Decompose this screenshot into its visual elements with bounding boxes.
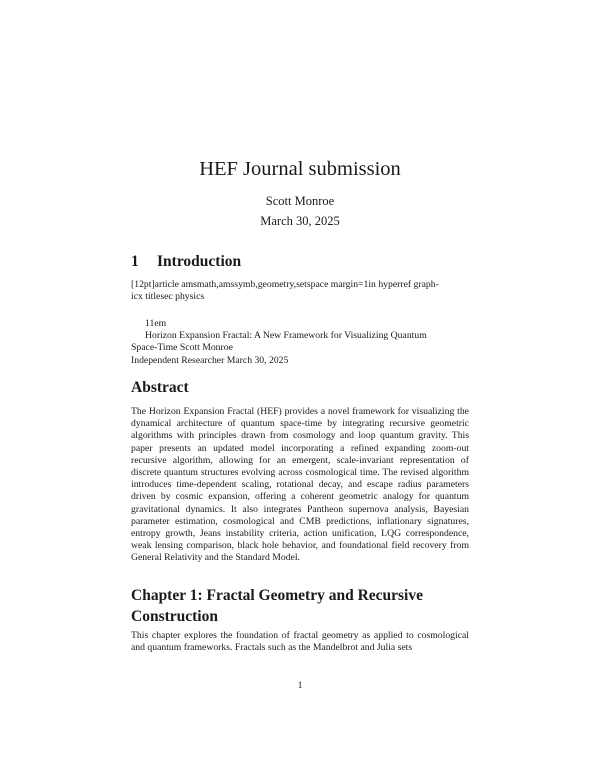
chapter-heading: Chapter 1: Fractal Geometry and Recursive Construction [131, 587, 423, 625]
abstract-body [131, 406, 469, 565]
paper-title-line: Space-Time Scott Monroe [131, 342, 233, 354]
abstract-paragraph: The Horizon Expansion Fractal (HEF) provides a novel framework for visualizing the dynamical architecture of quantum space-time by integrating recursive geometric algorithms with principles drawn from cosmology and loop quantum gravity. This paper presents an updated model incorporating a refined expanding zoom-out recursive algorithm, allowing for an emergent, scale-invariant representation of discrete quantum structures evolving across cosmological time. The revised algorithm introduces time-dependent scaling, rotational decay, and escape radius parameters driven by cosmic expansion, offering a coherent geometric analogy for quantum gravitational dynamics. It also integrates Pantheon supernova analysis, Bayesian parameter estimation, cosmological and CMB predictions, inflationary signatures, entropy growth, Jeans instability criteria, action unification, LQG correspondence, weak lensing comparison, black hole behavior, and foundational field recovery from General Relativity and the Standard Model. [131, 406, 469, 564]
section-1-heading-block [131, 252, 469, 272]
page-number: 1 [297, 680, 303, 691]
chapter-paragraph: This chapter explores the foundation of fractal geometry as applied to cosmological and quantum frameworks. Fractals such as the Mandelbrot and Julia sets [131, 630, 469, 654]
section-number: 1 [131, 253, 139, 270]
section-heading [131, 252, 469, 272]
abstract-heading-block [131, 378, 469, 398]
spacing-text: 11em [145, 318, 167, 329]
preamble-line: [12pt]article amsmath,amssymb,geometry,setspace margin=1in hyperref graph- [131, 279, 439, 290]
document-author: Scott Monroe [265, 194, 335, 208]
affiliation-line: Independent Researcher March 30, 2025 [131, 354, 289, 366]
abstract-heading: Abstract [131, 379, 189, 396]
section-title: Introduction [157, 253, 242, 270]
document-title: HEF Journal submission [199, 158, 401, 180]
chapter-1-heading-block [131, 586, 469, 627]
preamble-line: icx titlesec physics [131, 291, 205, 303]
paper-title-line: Horizon Expansion Fractal: A New Framework for Visualizing Quantum [145, 330, 427, 342]
chapter-1-body [131, 630, 469, 654]
preamble-text [131, 279, 469, 303]
document-date: March 30, 2025 [260, 214, 340, 228]
paper-title-block [131, 318, 469, 367]
